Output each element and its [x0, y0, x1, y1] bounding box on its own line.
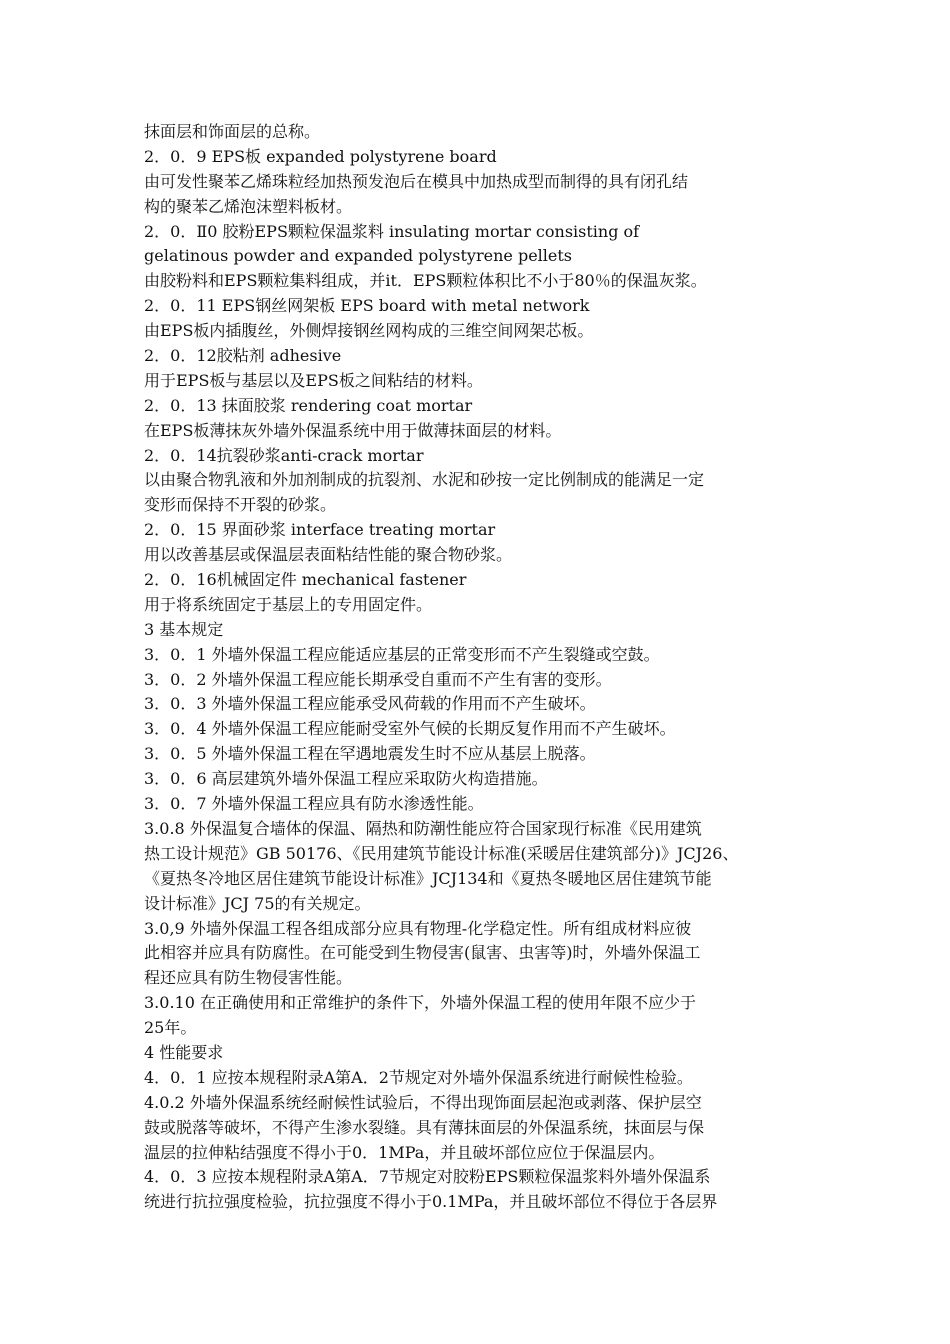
section-heading-2-0-10: 2．0．Ⅱ0 胶粉EPS颗粒保温浆料 insulating mortar consisting of [144, 221, 640, 241]
text-line: 《夏热冬冷地区居住建筑节能设计标准》JCJ134和《夏热冬暖地区居住建筑节能 [144, 868, 712, 888]
section-heading-2-0-9: 2．0．9 EPS板 expanded polystyrene board [144, 146, 497, 166]
text-line: 在EPS板薄抹灰外墙外保温系统中用于做薄抹面层的材料。 [144, 420, 562, 440]
clause-3-0-3: 3．0．3 外墙外保温工程应能承受风荷载的作用而不产生破坏。 [144, 694, 596, 714]
section-heading-2-0-13: 2．0．13 抹面胶浆 rendering coat mortar [144, 395, 473, 415]
clause-3-0-6: 3．0．6 高层建筑外墙外保温工程应采取防火构造措施。 [144, 769, 548, 789]
chapter-heading-4: 4 性能要求 [144, 1042, 224, 1062]
section-heading-2-0-11: 2．0．11 EPS钢丝网架板 EPS board with metal network [144, 296, 590, 316]
clause-3-0-7: 3．0．7 外墙外保温工程应具有防水渗透性能。 [144, 794, 484, 814]
clause-3-0-4: 3．0．4 外墙外保温工程应能耐受室外气候的长期反复作用而不产生破坏。 [144, 719, 676, 739]
text-line: 程还应具有防生物侵害性能。 [144, 968, 353, 988]
text-line: 由胶粉料和EPS颗粒集料组成，并it．EPS颗粒体积比不小于80％的保温灰浆。 [144, 271, 707, 291]
text-line: 构的聚苯乙烯泡沫塑料板材。 [144, 196, 353, 216]
text-line: gelatinous powder and expanded polystyrene pellets [144, 246, 572, 266]
section-heading-2-0-14: 2．0．14抗裂砂浆anti-crack mortar [144, 445, 424, 465]
clause-3-0-8: 3.0.8 外保温复合墙体的保温、隔热和防潮性能应符合国家现行标准《民用建筑 [144, 818, 702, 838]
clause-3-0-2: 3．0．2 外墙外保温工程应能长期承受自重而不产生有害的变形。 [144, 669, 612, 689]
text-line: 温层的拉伸粘结强度不得小于0．1MPa，并且破坏部位应位于保温层内。 [144, 1142, 665, 1162]
text-line: 热工设计规范》GB 50176、《民用建筑节能设计标准(采暖居住建筑部分)》JCJ26、 [144, 843, 739, 863]
clause-3-0-1: 3．0．1 外墙外保温工程应能适应基层的正常变形而不产生裂缝或空鼓。 [144, 644, 660, 664]
text-line: 用于EPS板与基层以及EPS板之间粘结的材料。 [144, 370, 483, 390]
text-line: 以由聚合物乳液和外加剂制成的抗裂剂、水泥和砂按一定比例制成的能满足一定 [144, 470, 705, 490]
clause-4-0-2: 4.0.2 外墙外保温系统经耐候性试验后，不得出现饰面层起泡或剥落、保护层空 [144, 1092, 702, 1112]
clause-3-0-9: 3.0,9 外墙外保温工程各组成部分应具有物理-化学稳定性。所有组成材料应彼 [144, 918, 692, 938]
text-line: 此相容并应具有防腐性。在可能受到生物侵害(鼠害、虫害等)时，外墙外保温工 [144, 943, 701, 963]
section-heading-2-0-15: 2．0．15 界面砂浆 interface treating mortar [144, 520, 496, 540]
clause-3-0-10: 3.0.10 在正确使用和正常维护的条件下，外墙外保温工程的使用年限不应少于 [144, 993, 696, 1013]
text-line: 变形而保持不开裂的砂浆。 [144, 495, 337, 515]
text-line: 由可发性聚苯乙烯珠粒经加热预发泡后在模具中加热成型而制得的具有闭孔结 [144, 171, 689, 191]
clause-4-0-1: 4．0．1 应按本规程附录A第A．2节规定对外墙外保温系统进行耐候性检验。 [144, 1067, 693, 1087]
text-line: 统进行抗拉强度检验，抗拉强度不得小于0.1MPa，并且破坏部位不得位于各层界 [144, 1192, 718, 1212]
text-line: 由EPS板内插腹丝，外侧焊接钢丝网构成的三维空间网架芯板。 [144, 321, 594, 341]
clause-3-0-5: 3．0．5 外墙外保温工程在罕遇地震发生时不应从基层上脱落。 [144, 744, 596, 764]
section-heading-2-0-16: 2．0．16机械固定件 mechanical fastener [144, 570, 467, 590]
text-line: 设计标准》JCJ 75的有关规定。 [144, 893, 371, 913]
text-line: 鼓或脱落等破坏，不得产生渗水裂缝。具有薄抹面层的外保温系统，抹面层与保 [144, 1117, 705, 1137]
text-line: 用于将系统固定于基层上的专用固定件。 [144, 594, 433, 614]
section-heading-2-0-12: 2．0．12胶粘剂 adhesive [144, 346, 342, 366]
text-line: 用以改善基层或保温层表面粘结性能的聚合物砂浆。 [144, 545, 513, 565]
text-line: 抹面层和饰面层的总称。 [144, 122, 321, 141]
text-line: 25年。 [144, 1018, 197, 1038]
document-body [144, 120, 816, 1215]
clause-4-0-3: 4．0．3 应按本规程附录A第A．7节规定对胶粉EPS颗粒保温浆料外墙外保温系 [144, 1167, 711, 1187]
chapter-heading-3: 3 基本规定 [144, 619, 224, 639]
